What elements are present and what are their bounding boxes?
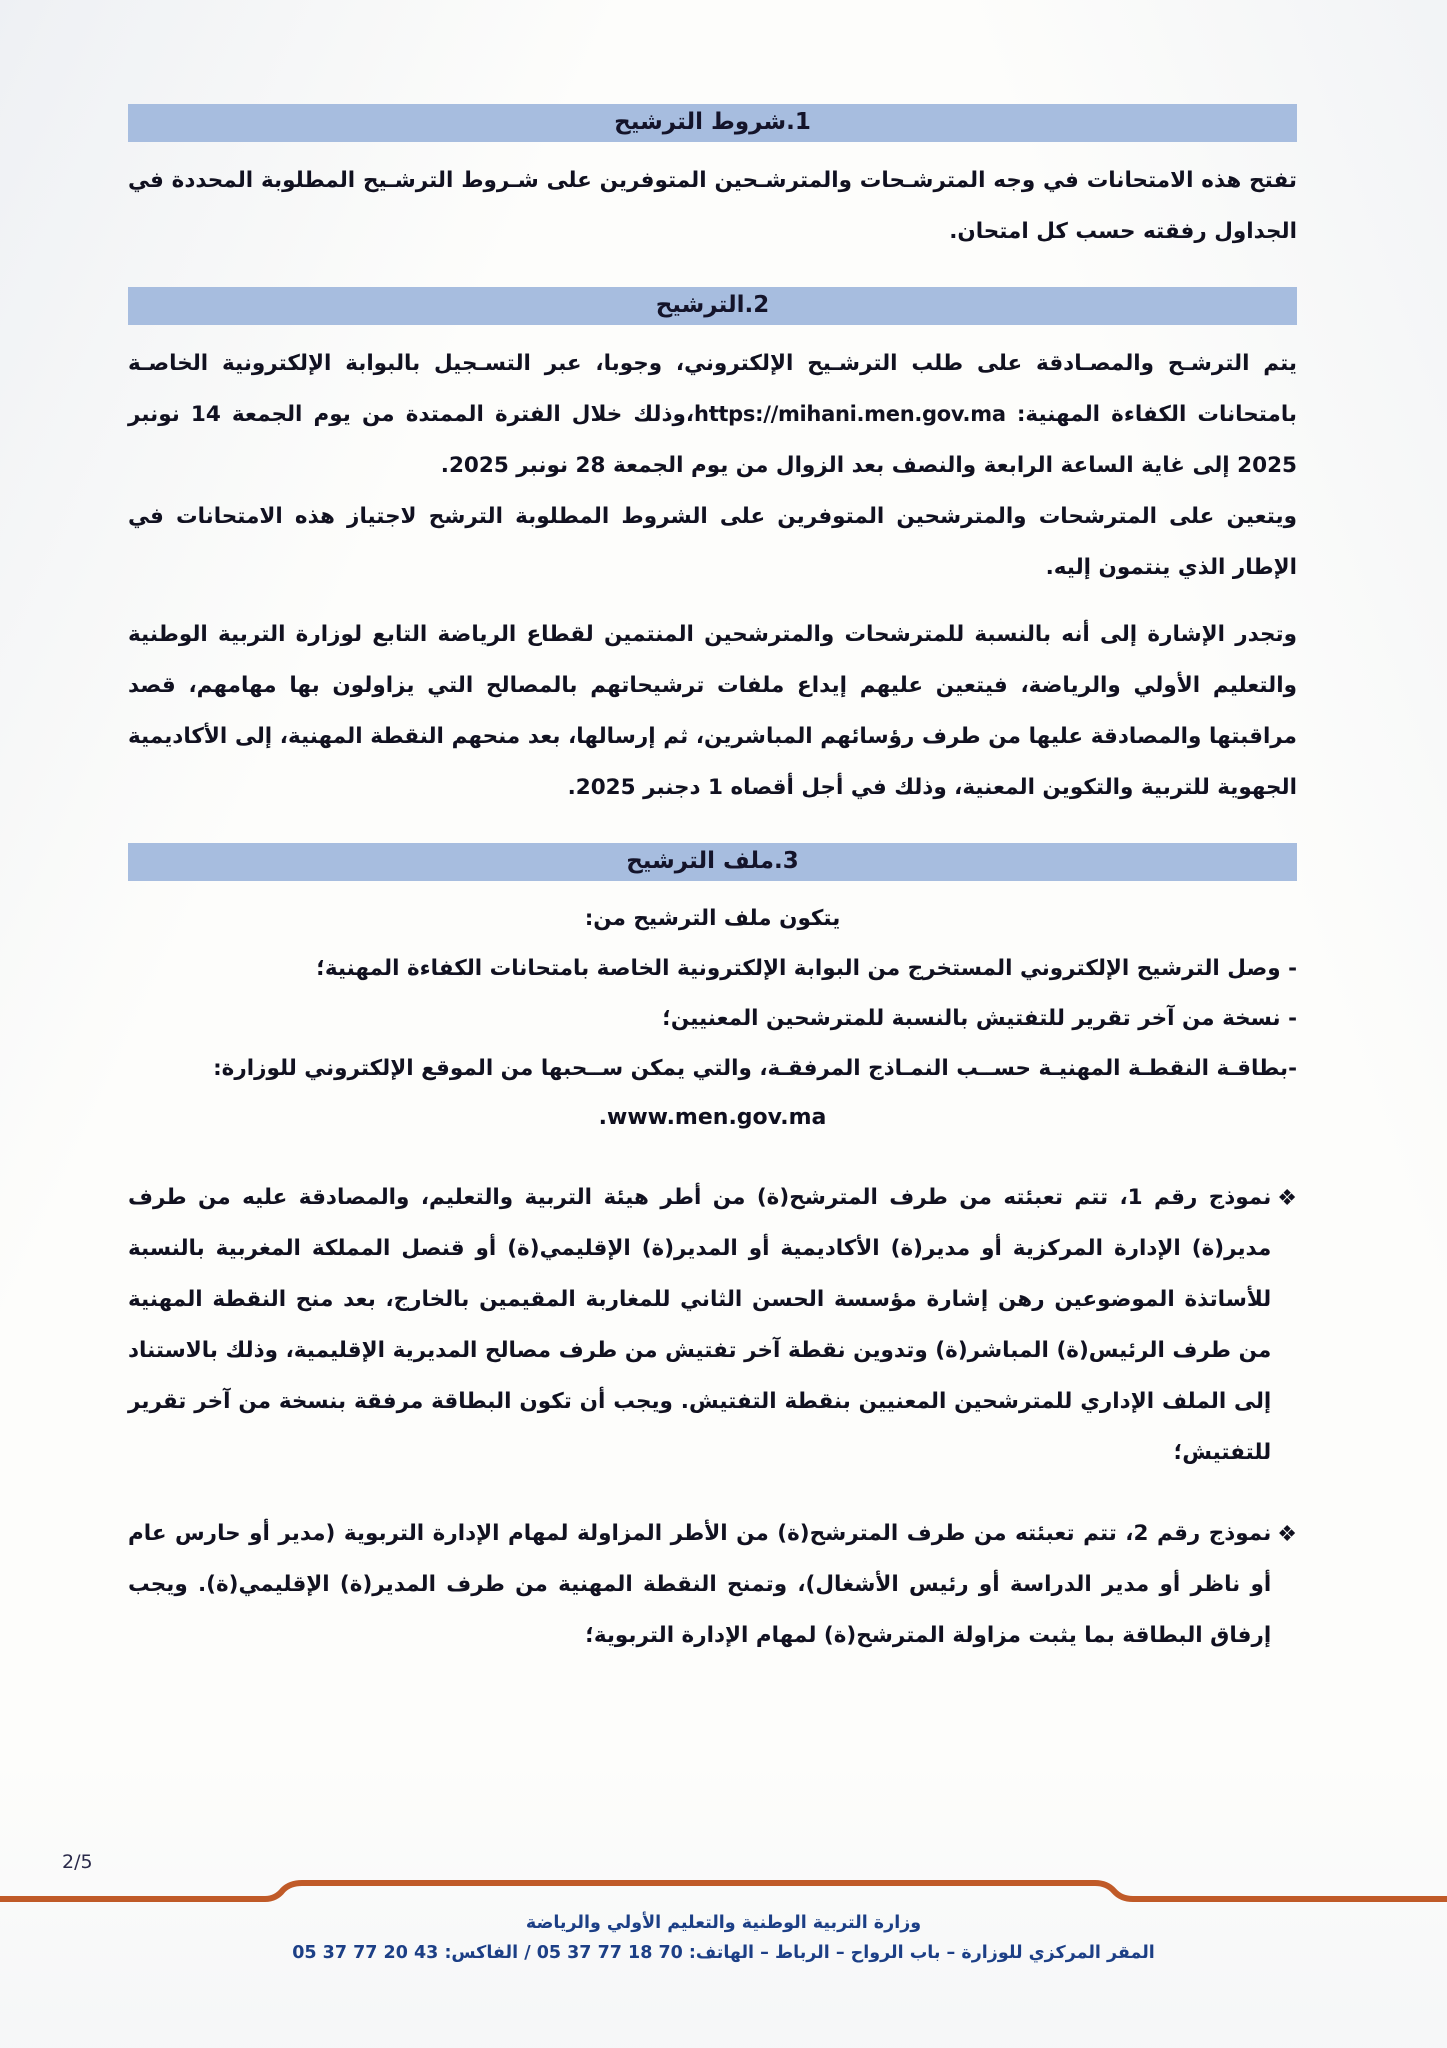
paragraph-sports-sector: وتجدر الإشارة إلى أنه بالنسبة للمترشحات والمترشحين المنتمين لقطاع الرياضة التابع لوزارة التربية الوطنية والتعليم الأولي والرياضة، فيتعين عليهم إيداع ملفات ترشيحاتهم بالمصالح التي يزاولون بها مهامهم، قصد مراقبتها والمصادقة عليها من طرف رؤسائهم المباشرين، ثم إرسالها، بعد منحهم النقطة المهنية، إلى الأكاديمية الجهوية للتربية والتكوين المعنية، وذلك في أجل أقصاه 1 دجنبر 2025. — [128, 622, 1297, 800]
spacer — [128, 813, 1297, 843]
footer-divider-rule — [0, 1880, 1447, 1906]
section-heading-dossier — [128, 843, 1297, 881]
section-heading-conditions — [128, 104, 1297, 142]
spacer — [128, 1142, 1297, 1172]
spacer — [128, 593, 1297, 609]
bullet-model-1 — [128, 1172, 1297, 1478]
bullet-model-2-lead: نموذج رقم 2 — [1133, 1521, 1272, 1546]
section-heading-candidature — [128, 287, 1297, 325]
dossier-item-list — [128, 944, 1297, 1094]
section-heading-label: 1.شروط الترشيح — [614, 108, 811, 135]
footer-fax-label: الفاكس: — [444, 1943, 519, 1963]
footer-address-prefix: المقر المركزي للوزارة – باب الرواح – الرباط – الهاتف: — [688, 1943, 1155, 1963]
registration-text-a: يتم الترشـح والمصـادقة على طلب الترشـيح الإلكتروني، وجوبا، عبر التسـجيل بالبوابة الإلكترونية الخاصـة بامتحانات الكفاءة المهنية: — [128, 351, 1297, 427]
footer-address-line — [0, 1938, 1447, 1968]
registration-start-date: الجمعة 14 نونبر 2025 — [128, 402, 1297, 478]
document-content — [128, 104, 1297, 1661]
diamond-bullet-icon: ❖ — [1277, 1186, 1297, 1211]
paragraph-conditions-intro: تفتح هذه الامتحانات في وجه المترشـحات والمترشـحين المتوفرين على شـروط الترشـيح المطلوبة المحددة في الجداول رفقته حسب كل امتحان. — [128, 168, 1297, 244]
bullet-model-2-body: ، تتم تعبئته من طرف المترشح(ة) من الأطر المزاولة لمهام الإدارة التربوية (مدير أو حارس عام أو ناظر أو مدير الدراسة أو رئيس الأشغال)، وتمنح النقطة المهنية من طرف المدير(ة) الإقليمي(ة). ويجب إرفاق البطاقة بما يثبت مزاولة المترشح(ة) لمهام الإدارة التربوية؛ — [128, 1521, 1272, 1648]
footer-phone-number: 05 37 77 18 70 — [536, 1943, 683, 1963]
spacer — [128, 1478, 1297, 1508]
section-heading-label: 3.ملف الترشيح — [626, 847, 799, 874]
footer-fax-number: 05 37 77 20 43 — [292, 1943, 439, 1963]
footer-ministry-name: وزارة التربية الوطنية والتعليم الأولي والرياضة — [525, 1913, 922, 1933]
registration-text-b: ،وذلك خلال الفترة الممتدة من يوم — [313, 402, 695, 427]
list-item: - وصل الترشيح الإلكتروني المستخرج من البوابة الإلكترونية الخاصة بامتحانات الكفاءة المهنية؛ — [316, 956, 1297, 981]
footer-separator: / — [524, 1943, 531, 1963]
dossier-intro: يتكون ملف الترشيح من: — [584, 906, 841, 931]
diamond-bullet-icon: ❖ — [1277, 1522, 1297, 1547]
footer-contact-block — [0, 1908, 1447, 1968]
footer-rule-svg — [0, 1880, 1447, 1906]
paragraph-eligibility: ويتعين على المترشحات والمترشحين المتوفرين على الشروط المطلوبة الترشح لاجتياز هذه الامتحانات في الإطار الذي ينتمون إليه. — [128, 504, 1297, 580]
page-number: 2/5 — [62, 1851, 93, 1873]
registration-end-date: الجمعة 28 نونبر 2025 — [448, 453, 684, 478]
bullet-model-2 — [128, 1508, 1297, 1661]
section-heading-label: 2.الترشيح — [655, 291, 770, 318]
spacer — [128, 257, 1297, 287]
bullet-model-1-lead: نموذج رقم 1 — [1127, 1185, 1272, 1210]
list-item: - نسخة من آخر تقرير للتفتيش بالنسبة للمترشحين المعنيين؛ — [662, 1006, 1297, 1031]
registration-text-c: إلى غاية الساعة الرابعة والنصف بعد الزوال من يوم — [690, 453, 1230, 478]
bullet-model-1-text — [128, 1172, 1271, 1478]
portal-url: https://mihani.men.gov.ma — [694, 402, 1006, 426]
paragraph-registration — [128, 338, 1297, 491]
ministry-website-url: .www.men.gov.ma — [598, 1105, 827, 1130]
registration-text-d: . — [440, 453, 449, 478]
list-item: -بطاقـة النقطـة المهنيـة حســب النمـاذج المرفقـة، والتي يمكن ســحبها من الموقع الإلكتروني للوزارة: — [213, 1056, 1297, 1081]
bullet-model-1-body: ، تتم تعبئته من طرف المترشح(ة) من أطر هيئة التربية والتعليم، والمصادقة عليه من طرف مدير(ة) الإدارة المركزية أو مدير(ة) الأكاديمية أو المدير(ة) الإقليمي(ة) أو قنصل المملكة المغربية بالنسبة للأساتذة الموضوعين رهن إشارة مؤسسة الحسن الثاني للمغاربة المقيمين بالخارج، بعد منح النقطة المهنية من طرف الرئيس(ة) المباشر(ة) وتدوين نقطة آخر تفتيش من طرف مصالح المديرية الإقليمية، وذلك بالاستناد إلى الملف الإداري للمترشحين المعنيين بنقطة التفتيش. ويجب أن تكون البطاقة مرفقة بنسخة من آخر تقرير للتفتيش؛ — [128, 1185, 1272, 1465]
bullet-model-2-text — [128, 1508, 1271, 1661]
